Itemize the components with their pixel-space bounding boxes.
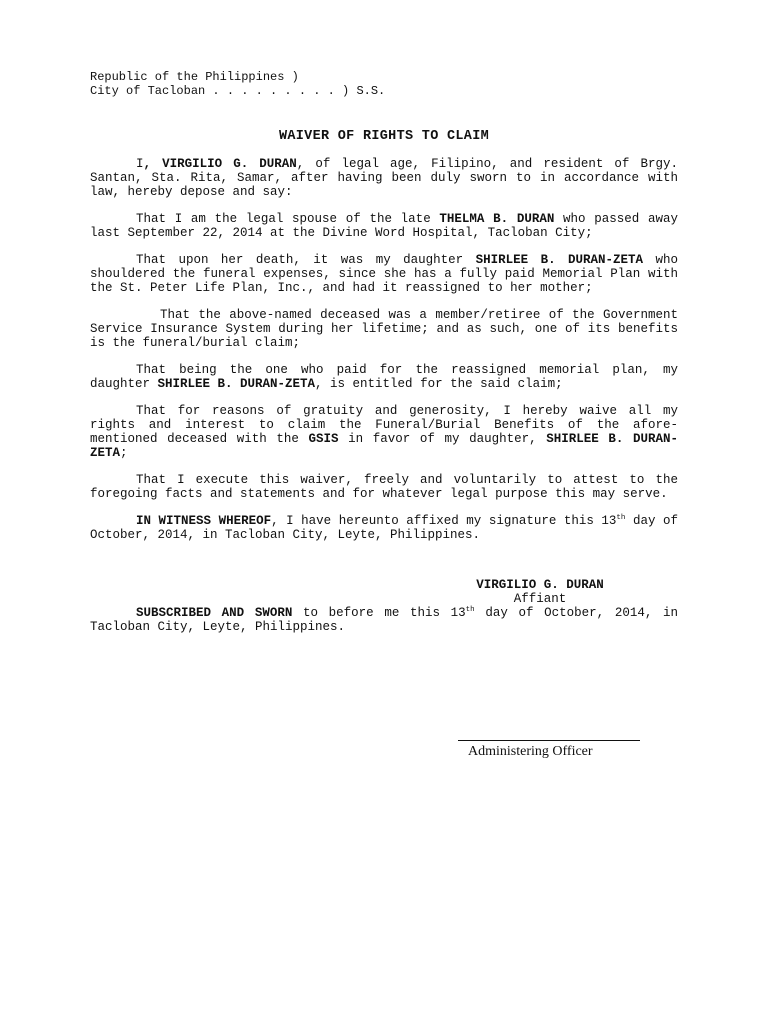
venue-line-city: City of Tacloban . . . . . . . . . ) S.S. bbox=[90, 84, 386, 98]
paragraph-waiver-mid: in favor of my daughter, bbox=[338, 432, 547, 446]
gsis-acronym: GSIS bbox=[308, 432, 339, 446]
signature-line bbox=[458, 738, 640, 741]
paragraph-entitlement-pre: That being the one who paid for the reassigned memorial plan, my daughter bbox=[90, 363, 678, 391]
sworn-lead: SUBSCRIBED AND SWORN bbox=[136, 606, 293, 620]
officer-signature-block bbox=[458, 738, 640, 759]
sworn-post: day of October, 2014, in Tacloban City, Leyte, Philippines. bbox=[90, 606, 679, 634]
intro-text: , of legal age, Filipino, and resident of Brgy. Santan, Sta. Rita, Samar, after having been duly sworn to in accordance with law, hereby depose and say: bbox=[90, 157, 679, 199]
intro-pre: I bbox=[136, 157, 144, 171]
daughter-name: SHIRLEE B. DURAN-ZETA bbox=[157, 377, 316, 391]
paragraph-spouse-pre: That I am the legal spouse of the late bbox=[136, 212, 440, 226]
witness-post: day of October, 2014, in Tacloban City, Leyte, Philippines. bbox=[90, 514, 678, 542]
sworn-pre: to before me this 13 bbox=[292, 606, 466, 620]
paragraph-funeral-pre: That upon her death, it was my daughter bbox=[136, 253, 476, 267]
affiant-name-intro: , VIRGILIO G. DURAN bbox=[143, 157, 297, 171]
affiant-name: VIRGILIO G. DURAN bbox=[476, 578, 604, 592]
document-title: WAIVER OF RIGHTS TO CLAIM bbox=[278, 129, 490, 144]
paragraph-waiver-post: ; bbox=[120, 446, 128, 460]
paragraph-entitlement-post: , is entitled for the said claim; bbox=[315, 377, 563, 391]
witness-paragraph bbox=[90, 514, 678, 542]
intro-paragraph bbox=[90, 157, 678, 199]
document-page bbox=[90, 70, 678, 647]
witness-ordinal: th bbox=[616, 514, 626, 522]
paragraph-entitlement bbox=[90, 363, 678, 391]
affiant-label: Affiant bbox=[513, 592, 567, 606]
deceased-name: THELMA B. DURAN bbox=[439, 212, 555, 226]
witness-lead: IN WITNESS WHEREOF bbox=[136, 514, 272, 528]
witness-pre: , I have hereunto affixed my signature this 13 bbox=[271, 514, 617, 528]
daughter-name: SHIRLEE B. DURAN-ZETA bbox=[90, 432, 678, 460]
daughter-name: SHIRLEE B. DURAN-ZETA bbox=[475, 253, 644, 267]
paragraph-spouse-post: who passed away last September 22, 2014 at the Divine Word Hospital, Tacloban City; bbox=[90, 212, 678, 240]
paragraph-waiver-pre: That for reasons of gratuity and generosity, I hereby waive all my rights and interest to claim the Funeral/Burial Benefits of the afore-mentioned deceased with the bbox=[90, 404, 678, 446]
paragraph-voluntary: That I execute this waiver, freely and voluntarily to attest to the foregoing facts and statements and for whatever legal purpose this may serve. bbox=[90, 473, 678, 501]
paragraph-gsis-member: That the above-named deceased was a member/retiree of the Government Service Insurance System during her lifetime; and as such, one of its benefits is the funeral/burial claim; bbox=[90, 308, 678, 350]
affiant-block bbox=[460, 578, 620, 606]
paragraph-spouse bbox=[90, 212, 678, 240]
paragraph-funeral-post: who shouldered the funeral expenses, since she has a fully paid Memorial Plan with the St. Peter Life Plan, Inc., and had it reassigned to her mother; bbox=[90, 253, 678, 295]
paragraph-funeral-expenses bbox=[90, 253, 678, 295]
paragraph-waiver bbox=[90, 404, 678, 460]
officer-label: Administering Officer bbox=[468, 744, 593, 759]
venue-line-republic: Republic of the Philippines ) bbox=[90, 70, 299, 84]
sworn-paragraph bbox=[90, 606, 678, 634]
sworn-ordinal: th bbox=[465, 606, 475, 614]
